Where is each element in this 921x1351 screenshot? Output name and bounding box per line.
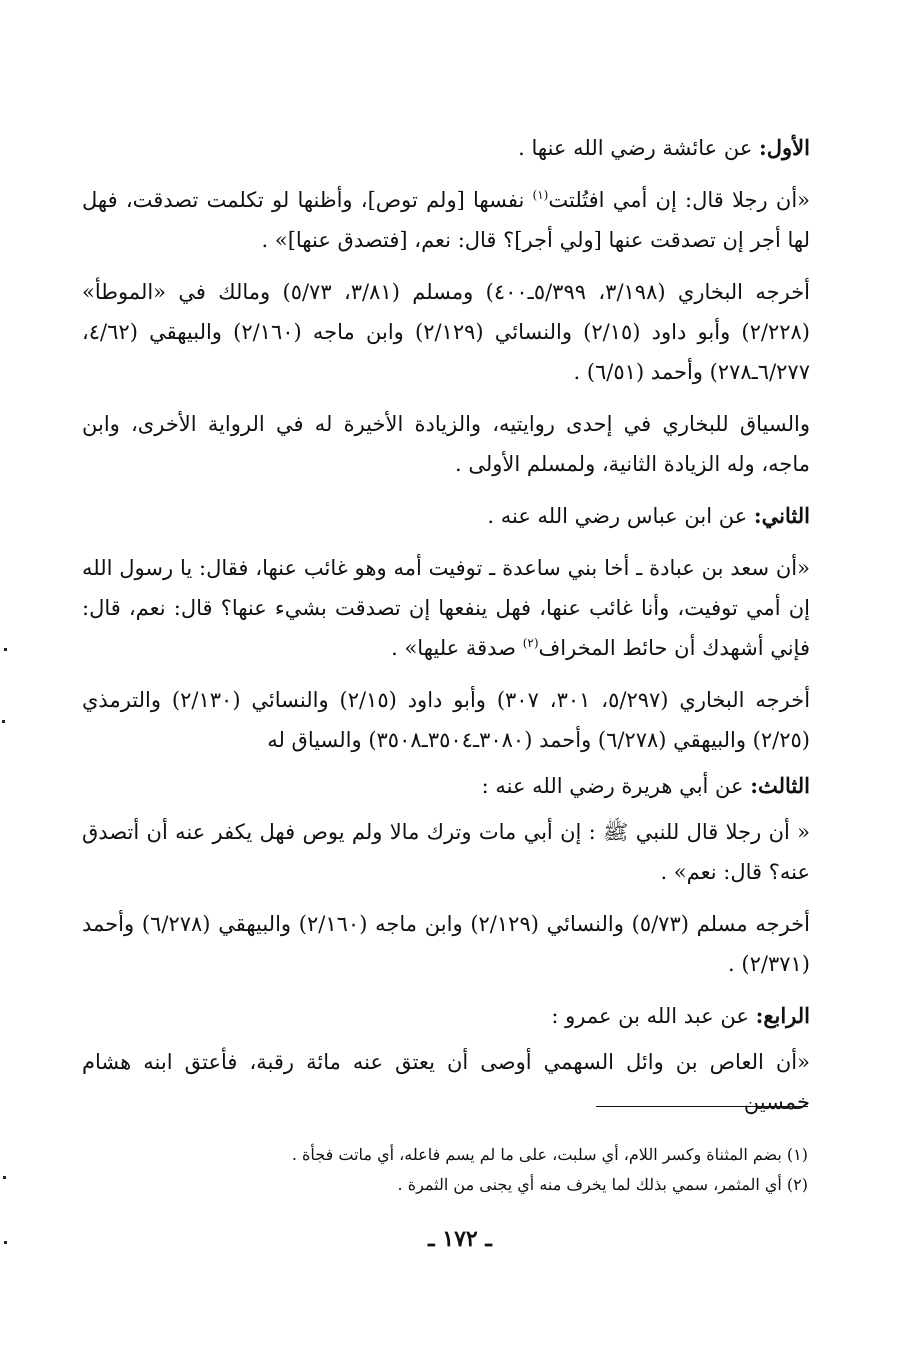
paragraph-takhrij-3 — [82, 904, 810, 984]
footnote-1: (١) بضم المثناة وكسر اللام، أي سلبت، على ما لم يسم فاعله، أي ماتت فجأة . — [291, 1145, 808, 1164]
paragraph-text: «أن رجلا قال: إن أمي افتُلتت — [548, 188, 810, 212]
section-heading: الرابع: — [755, 1003, 810, 1028]
paragraph-third-heading — [82, 766, 810, 806]
paragraph-fourth-heading — [82, 996, 810, 1036]
paragraph-context-1 — [82, 404, 810, 484]
paragraph-text: صدقة عليها» . — [391, 636, 523, 660]
margin-speck — [2, 720, 5, 723]
paragraph-takhrij-2 — [82, 680, 810, 760]
paragraph-text: والسياق للبخاري في إحدى روايتيه، والزيادة الأخيرة له في الرواية الأخرى، وابن ماجه، وله الزيادة الثانية، ولمسلم الأولى . — [82, 412, 810, 476]
paragraph-text: أخرجه مسلم (٥/٧٣) والنسائي (٢/١٢٩) وابن ماجه (٢/١٦٠) والبيهقي (٦/٢٧٨) وأحمد (٢/٣٧١) . — [82, 912, 810, 976]
paragraph-second-heading — [82, 496, 810, 536]
paragraph-hadith-3 — [82, 812, 810, 892]
section-heading: الأول: — [759, 135, 810, 160]
paragraph-text: عن عبد الله بن عمرو : — [551, 1004, 756, 1028]
paragraph-hadith-4 — [82, 1042, 810, 1122]
paragraph-takhrij-1 — [82, 272, 810, 392]
footnote-divider — [596, 1106, 808, 1107]
paragraph-text: أخرجه البخاري (٥/٢٩٧، ٣٠١، ٣٠٧) وأبو داود (٢/١٥) والنسائي (٢/١٣٠) والترمذي (٢/٢٥) والبيهقي (٦/٢٧٨) وأحمد (٣٠٨٠ـ٣٥٠٤ـ٣٥٠٨) والسياق له — [82, 688, 811, 752]
margin-speck — [3, 1176, 6, 1179]
paragraph-text: « أن رجلا قال للنبي ﷺ : إن أبي مات وترك مالا ولم يوص فهل يكفر عنه أن أتصدق عنه؟ قال: نعم» . — [82, 820, 810, 884]
paragraph-first-heading — [82, 128, 810, 168]
footnote-reference: (٢) — [522, 636, 539, 650]
section-heading: الثالث: — [750, 773, 810, 798]
section-heading: الثاني: — [753, 503, 810, 528]
footnote-reference: (١) — [532, 188, 549, 202]
margin-speck — [4, 1241, 7, 1244]
main-text — [82, 128, 810, 1134]
paragraph-text: «أن العاص بن وائل السهمي أوصى أن يعتق عنه مائة رقبة، فأعتق ابنه هشام خمسين — [82, 1050, 810, 1114]
paragraph-text: عن ابن عباس رضي الله عنه . — [487, 504, 754, 528]
page-number: ـ ١٧٢ ـ — [428, 1226, 492, 1252]
paragraph-text: «أن سعد بن عبادة ـ أخا بني ساعدة ـ توفيت أمه وهو غائب عنها، فقال: يا رسول الله إن أمي توفيت، وأنا غائب عنها، فهل ينفعها إن تصدقت بشيء عنها؟ قال: نعم، قال: فإني أشهدك أن حائط المخراف — [82, 556, 810, 660]
footnotes — [180, 1140, 808, 1200]
margin-speck — [4, 648, 7, 651]
paragraph-text: عن عائشة رضي الله عنها . — [518, 136, 760, 160]
footnote-2: (٢) أي المثمر، سمي بذلك لما يخرف منه أي يجنى من الثمرة . — [397, 1175, 808, 1194]
paragraph-text: أخرجه البخاري (٣/١٩٨، ٥/٣٩٩ـ٤٠٠) ومسلم (٣/٨١، ٥/٧٣) ومالك في «الموطأ» (٢/٢٢٨) وأبو داود (٢/١٥) والنسائي (٢/١٢٩) وابن ماجه (٢/١٦٠) والبيهقي (٤/٦٢، ٦/٢٧٧ـ٢٧٨) وأحمد (٦/٥١) . — [82, 280, 811, 384]
paragraph-hadith-2 — [82, 548, 810, 668]
paragraph-text: عن أبي هريرة رضي الله عنه : — [481, 774, 751, 798]
paragraph-text: نفسها [ولم توص]، وأظنها لو تكلمت تصدقت، فهل لها أجر إن تصدقت عنها [ولي أجر]؟ قال: نعم، [فتصدق عنها]» . — [82, 188, 810, 252]
paragraph-hadith-1 — [82, 180, 810, 260]
